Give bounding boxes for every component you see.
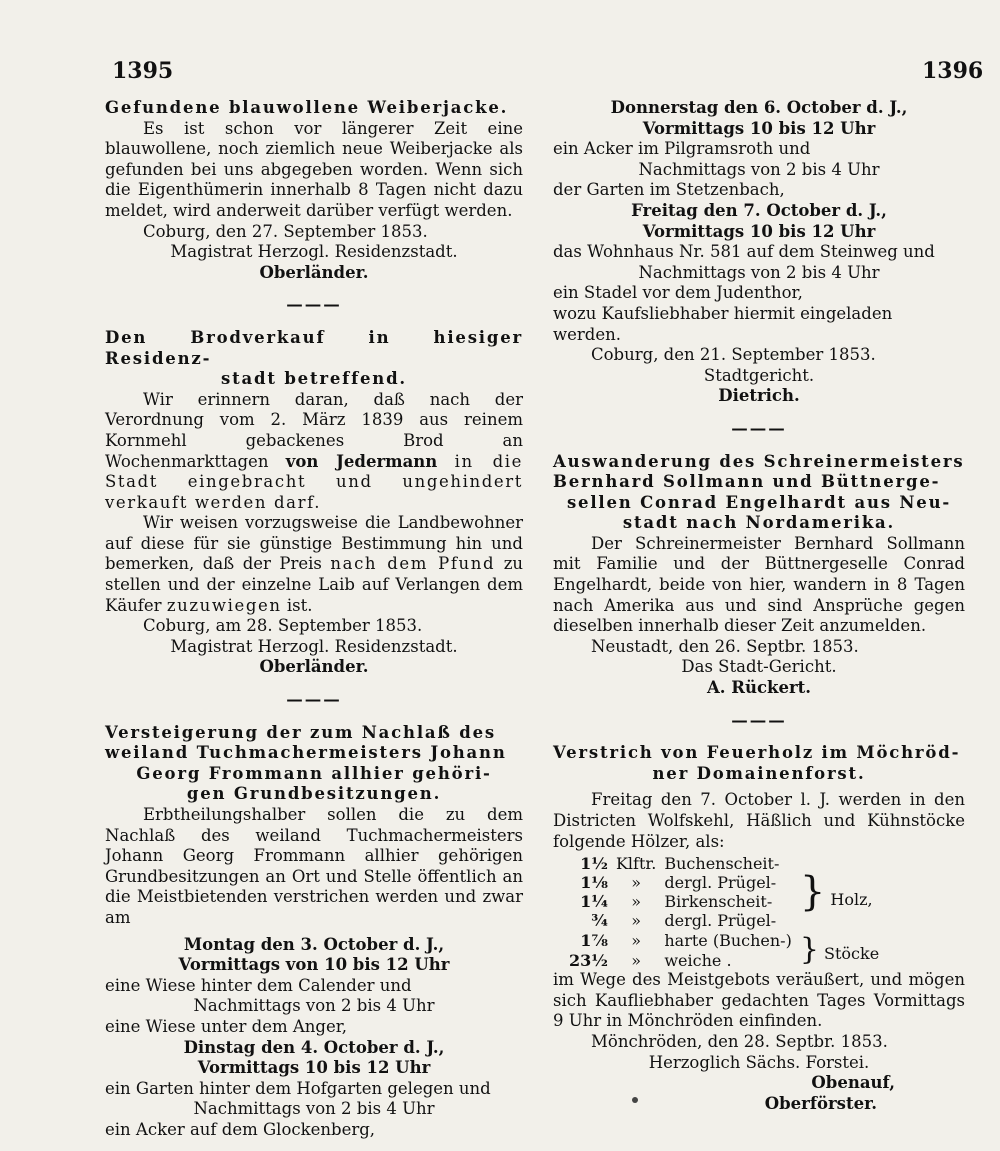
auction-afternoon: Nachmittags von 2 bis 4 Uhr [638,159,880,179]
page-number-right: 1396 [922,58,984,84]
notice-title-emigration-l1: Auswanderung des Schreinermeisters [553,451,965,471]
notice-date: Coburg, den 21. September 1853. [591,345,876,365]
firewood-qty: 1⅞ [580,930,608,950]
notice-body-firewood: Freitag den 7. October l. J. werden in den Districten Wolfskehl, Häßlich und Kühnstöcke folgende Hölzer, als: [553,790,965,851]
auction-item: ein Garten hinter dem Hofgarten gelegen und [105,1078,491,1098]
notice-authority: Magistrat Herzogl. Residenzstadt. [170,636,458,656]
auction-item: das Wohnhaus Nr. 581 auf dem Steinweg und [553,242,935,262]
auction-morning: Vormittags 10 bis 12 Uhr [642,118,876,138]
notice-body-bread-p1: Wir erinnern daran, daß nach der Verordnung vom 2. März 1839 aus reinem Kornmehl gebackenes Brod an Wochenmarkttagen von Jedermann in die Stadt eingebracht und ungehindert verkauft werden darf. [105,389,524,512]
firewood-row [565,930,883,950]
notice-authority: Magistrat Herzogl. Residenzstadt. [170,242,458,262]
firewood-unit: Klftr. [615,854,657,874]
auction-day-2: Dinstag den 4. October d. J., [183,1037,445,1057]
section-divider: ——— [286,690,342,710]
auction-item: ein Acker im Pilgramsroth und [553,139,811,159]
auction-morning: Vormittags 10 bis 12 Uhr [197,1058,431,1078]
notice-signer: Oberländer. [259,262,369,282]
notice-body-emigration: Der Schreinermeister Bernhard Sollmann mit Familie und der Büttnergeselle Conrad Engelhardt, beide von hier, wandern in 8 Tagen nach Amerika aus und sind Ansprüche gegen dieselben innerhalb dieser Zeit anzumelden. [553,533,965,636]
notice-title-emigration-l2: Bernhard Sollmann und Büttnerge- [553,472,941,492]
brace-label: Holz, [830,890,873,910]
auction-afternoon: Nachmittags von 2 bis 4 Uhr [638,262,880,282]
notice-title-auction-l3: Georg Frommann allhier gehöri- [136,763,492,783]
notice-title-found-jacket: Gefundene blauwollene Weiberjacke. [105,98,509,117]
notice-title-auction-l2: weiland Tuchmachermeisters Johann [105,743,507,763]
firewood-item: dergl. Prügel- [664,873,777,893]
notice-body-firewood-outro: im Wege des Meistgebots veräußert, und mögen sich Kaufliebhaber gedachten Tages Vormittags 9 Uhr in Mönchröden einfinden. [553,970,965,1031]
auction-morning: Vormittags von 10 bis 12 Uhr [178,955,450,975]
notice-title-bread-l1: Den Brodverkauf in hiesiger Residenz- [105,327,523,368]
notice-authority: Herzoglich Sächs. Forstei. [648,1052,870,1072]
firewood-unit: » [631,873,642,893]
notice-authority: Das Stadt-Gericht. [681,657,837,677]
auction-day-1: Montag den 3. October d. J., [183,934,445,954]
notice-signer-title: Oberförster. [764,1093,877,1113]
notice-title-emigration-l3: sellen Conrad Engelhardt aus Neu- [566,492,952,512]
notice-body-found-jacket: Es ist schon vor längerer Zeit eine blauwollene, noch ziemlich neue Weiberjacke als gefunden bei uns abgegeben worden. Wenn sich die Eigenthümerin innerhalb 8 Tagen nicht dazu meldet, wird anderweit darüber verfügt werden. [105,118,523,220]
ink-speck [632,1097,638,1103]
firewood-row [565,854,883,873]
brace-label: Stöcke [824,944,880,964]
firewood-item: weiche . [664,950,732,970]
auction-afternoon: Nachmittags von 2 bis 4 Uhr [193,996,435,1016]
auction-closing: wozu Kaufsliebhaber hiermit eingeladen werden. [553,303,893,344]
auction-item: der Garten im Stetzenbach, [553,180,785,200]
firewood-qty: ¾ [591,911,608,931]
notice-date: Coburg, am 28. September 1853. [143,616,423,636]
notice-body-bread-p2: Wir weisen vorzugsweise die Landbewohner auf diese für sie günstige Bestimmung hin und bemerken, daß der Preis nach dem Pfund zu stellen und der einzelne Laib auf Verlangen dem Käufer zuzuwiegen ist. [105,513,524,615]
firewood-item: harte (Buchen-) [664,930,792,950]
firewood-qty: 1⅛ [580,873,608,893]
firewood-item: Buchenscheit- [664,854,780,874]
notice-signer: A. Rückert. [706,678,812,698]
notice-date: Coburg, den 27. September 1853. [143,221,428,241]
auction-item: ein Stadel vor dem Judenthor, [553,283,803,303]
brace-group-holz: } Holz, [799,869,873,916]
notice-title-auction-l1: Versteigerung der zum Nachlaß des [105,722,496,742]
notice-title-firewood-l1: Verstrich von Feuerholz im Möchröd- [553,743,961,763]
notice-date: Neustadt, den 26. Septbr. 1853. [591,636,859,656]
notice-title-firewood-l2: ner Domainenforst. [652,763,866,783]
firewood-unit: » [631,930,642,950]
notice-title-emigration-l4: stadt nach Nordamerika. [622,513,896,533]
notice-body-auction: Erbtheilungshalber sollen die zu dem Nachlaß des weiland Tuchmachermeisters Johann Georg Frommann allhier gehörigen Grundbesitzungen an Ort und Stelle öffentlich an die Meistbietenden verstrichen werden und zwar am [105,805,523,927]
auction-item: ein Acker auf dem Glockenberg, [105,1119,376,1139]
notice-signer: Oberländer. [259,657,369,677]
auction-item: eine Wiese unter dem Anger, [105,1016,348,1036]
firewood-qty: 23½ [569,950,608,970]
section-divider: ——— [286,295,342,315]
firewood-unit: » [631,950,642,970]
brace-group-stoecke: } Stöcke [799,932,880,968]
left-column [105,98,523,1141]
section-divider: ——— [731,710,787,730]
firewood-qty: 1¼ [580,892,608,912]
page-number-left: 1395 [112,58,174,84]
auction-afternoon: Nachmittags von 2 bis 4 Uhr [193,1099,435,1119]
notice-date: Mönchröden, den 28. Septbr. 1853. [591,1031,888,1051]
firewood-qty: 1½ [580,854,608,874]
firewood-unit: » [631,911,642,931]
firewood-unit: » [631,892,642,912]
notice-authority: Stadtgericht. [703,365,815,385]
right-column [553,98,965,1114]
notice-title-bread-l2: stadt betreffend. [221,369,407,389]
firewood-item: dergl. Prügel- [664,911,777,931]
notice-signer: Dietrich. [718,386,800,406]
auction-day-3: Donnerstag den 6. October d. J., [610,98,908,117]
notice-signer: Obenauf, [811,1073,895,1093]
section-divider: ——— [731,418,787,438]
firewood-table [565,854,883,970]
emphasis-jedermann: von Jedermann [285,451,438,471]
notice-title-auction-l4: gen Grundbesitzungen. [186,784,442,804]
auction-item: eine Wiese hinter dem Calender und [105,975,412,995]
auction-day-4: Freitag den 7. October d. J., [631,200,887,220]
firewood-item: Birkenscheit- [664,892,773,912]
auction-morning: Vormittags 10 bis 12 Uhr [642,221,876,241]
